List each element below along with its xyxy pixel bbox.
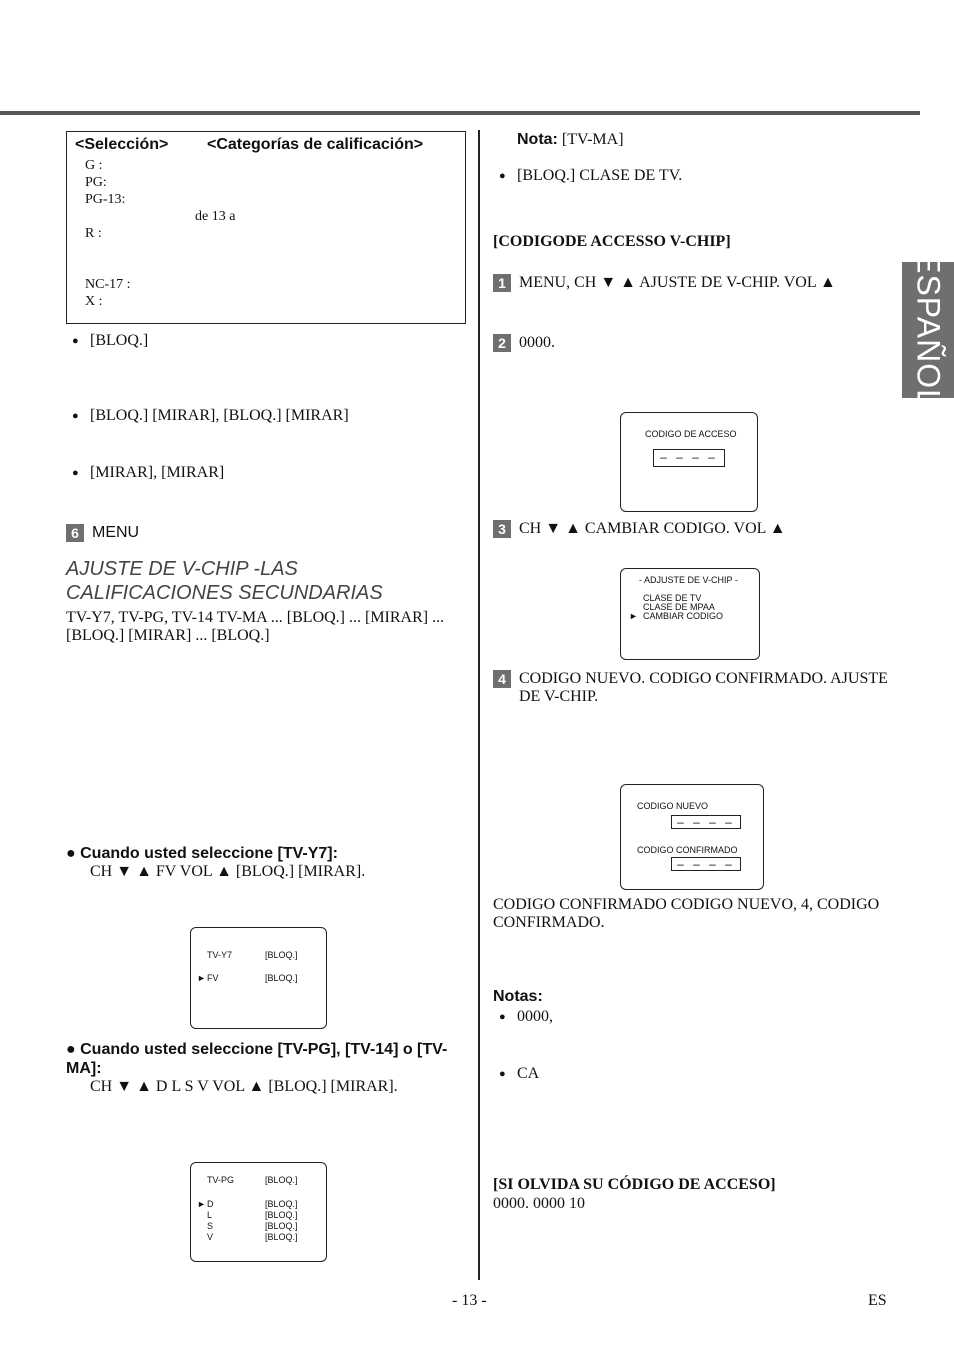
forgot-heading: [SI OLVIDA SU CÓDIGO DE ACCESO] [493,1176,776,1193]
tv-y7-screen [190,927,327,1029]
step-number: 3 [493,520,511,538]
rating-code: R : [85,225,102,241]
language-tab [902,252,954,408]
selection-arrow-icon: ► [197,973,206,983]
rating-row [75,191,457,208]
nota-bullets [493,167,893,223]
step-number: 1 [493,274,511,292]
screen-row-value: [BLOQ.] [265,1199,298,1209]
rating-code: X : [85,293,103,309]
top-rule [0,111,920,115]
tv-pg-screen [190,1162,327,1262]
step-6 [66,524,466,543]
page-number: - 13 - [452,1292,487,1309]
code-input-box: – – – – [653,449,725,467]
screen-row-value: [BLOQ.] [265,950,298,960]
confirm-code-box: – – – – [671,857,741,871]
rating-code: NC-17 : [85,276,131,292]
ratings-table [66,131,466,324]
tv-y7-heading: ● Cuando usted seleccione [TV-Y7]: [66,844,338,862]
step-text: MENU, CH ▼ ▲ AJUSTE DE V-CHIP. VOL ▲ [519,273,836,291]
language-tab-label: ESPAÑOL [910,252,947,408]
list-item: ● [MIRAR], [MIRAR] [66,464,466,520]
selection-arrow-icon: ► [629,610,638,621]
screen-row-label: V [207,1232,214,1242]
rating-code: PG: [85,174,107,190]
menu-item-clase-mpaa: CLASE DE MPAA [643,601,715,612]
vchip-menu-screen [620,568,760,660]
nota-text: [TV-MA] [561,131,624,148]
screen-header-label: TV-PG [207,1175,235,1185]
list-item: ● CA [493,1065,893,1175]
notas-label: Notas: [493,987,543,1005]
tv-pg-text: CH ▼ ▲ D L S V VOL ▲ [BLOQ.] [MIRAR]. [90,1078,398,1095]
new-code-label: CODIGO NUEVO [637,800,709,811]
rating-row [75,276,457,293]
categories-header: <Categorías de calificación> [207,136,424,153]
section-body: TV-Y7, TV-PG, TV-14 TV-MA ... [BLOQ.] ... [MIRAR] ... [BLOQ.] [MIRAR] ... [BLOQ.] [66,608,445,644]
selection-header: <Selección> [75,136,169,153]
after-step4-text: CODIGO CONFIRMADO CODIGO NUEVO, 4, CODIGO CONFIRMADO. [493,895,880,931]
left-column [66,131,466,1262]
step-text: CH ▼ ▲ CAMBIAR CODIGO. VOL ▲ [519,519,786,537]
new-code-screen [620,784,764,890]
rating-code: G : [85,157,103,173]
step-text: CODIGO NUEVO. CODIGO CONFIRMADO. AJUSTE DE V-CHIP. [519,669,888,705]
rating-row [75,293,457,310]
rating-row [75,157,457,174]
ratings-header [75,136,457,155]
screen-row-label: FV [207,973,219,983]
screen-row-label: TV-Y7 [207,950,233,960]
step-number: 4 [493,670,511,688]
screen-row-value: [BLOQ.] [265,1210,298,1220]
list-item: ● [BLOQ.] [66,332,466,406]
rating-desc: de 13 a [195,208,236,224]
codigo-heading: [CODIGODE ACCESSO V-CHIP] [493,233,731,250]
list-item: ● [BLOQ.] CLASE DE TV. [493,167,893,223]
new-code-box: – – – – [671,815,741,829]
rating-code: PG-13: [85,191,126,207]
screen-row-value: [BLOQ.] [265,973,298,983]
list-item: ● [BLOQ.] [MIRAR], [BLOQ.] [MIRAR] [66,407,466,463]
section-title: AJUSTE DE V-CHIP -LAS CALIFICACIONES SECUNDARIAS [66,557,383,604]
rating-row [75,174,457,191]
access-code-screen [620,412,758,512]
step-number: 2 [493,334,511,352]
step-text: 0000. [519,333,555,351]
step-2 [493,334,893,408]
menu-item-cambiar-codigo: CAMBIAR CODIGO [643,610,724,621]
screen-row-value: [BLOQ.] [265,1221,298,1231]
column-divider [478,130,480,1280]
menu-key-label: MENU [92,524,140,541]
step-4 [493,670,893,780]
step-number: 6 [66,524,84,542]
screen-row-label: S [207,1221,214,1231]
right-column [493,131,893,1287]
nota-block [493,131,893,167]
tv-pg-heading: ● Cuando usted seleccione [TV-PG], [TV-14] o [TV-MA]: [66,1041,448,1077]
left-bullet-list [66,332,466,520]
screen-title: - ADJUSTE DE V-CHIP - [639,574,738,585]
confirm-code-label: CODIGO CONFIRMADO [637,844,738,855]
step-3 [493,520,893,566]
menu-item-clase-tv: CLASE DE TV [643,592,702,603]
selection-arrow-icon: ► [197,1199,206,1209]
notas-bullets [493,1008,893,1175]
screen-title: CODIGO DE ACCESO [645,428,737,439]
codigo-intro [493,252,893,270]
forgot-text: 0000. 0000 10 [493,1194,585,1212]
screen-row-label: D [207,1199,214,1209]
list-item: ● 0000, [493,1008,893,1064]
tv-y7-text: CH ▼ ▲ FV VOL ▲ [BLOQ.] [MIRAR]. [90,863,366,880]
rating-row [75,225,457,276]
rating-row [75,208,457,225]
step-1 [493,274,893,330]
screen-row-value: [BLOQ.] [265,1232,298,1242]
screen-header-value: [BLOQ.] [265,1175,298,1185]
nota-label: Nota: [517,131,558,148]
language-code: ES [868,1292,887,1309]
screen-row-label: L [207,1210,213,1220]
